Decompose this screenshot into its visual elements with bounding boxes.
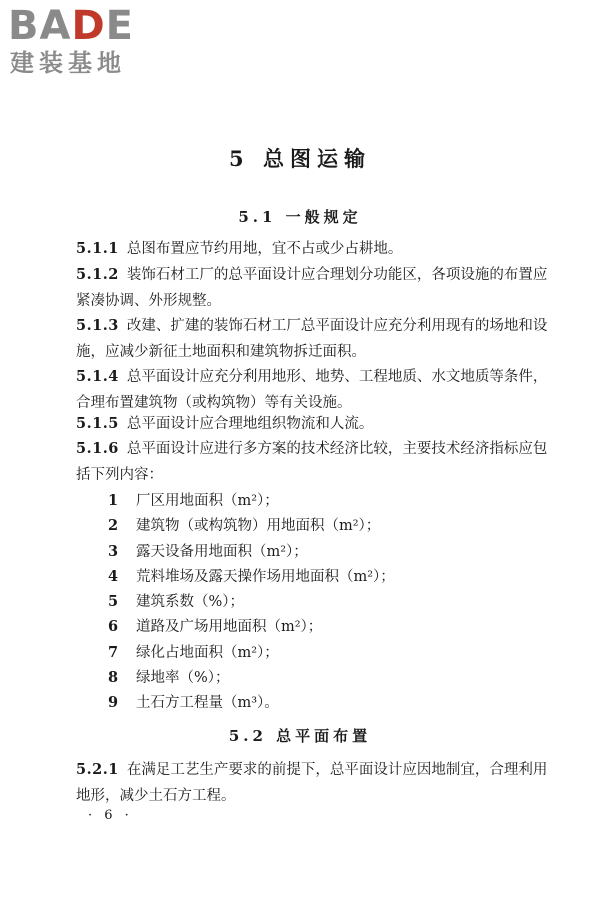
clause-text: 总平面设计应合理地组织物流和人流。: [126, 416, 374, 432]
chapter-title: 5 总图运输: [229, 146, 371, 171]
list-item-number: 7: [108, 643, 119, 661]
list-item-text: 道路及广场用地面积（m²）；: [136, 619, 323, 636]
logo-brand-accent: D: [71, 3, 106, 49]
list-item-text: 土石方工程量（m³）。: [136, 695, 279, 712]
list-item-number: 4: [108, 567, 119, 585]
list-item-number: 8: [108, 669, 119, 687]
list-item: [108, 589, 548, 614]
indicator-list: [108, 488, 548, 716]
list-item-number: 9: [108, 694, 119, 712]
clause-text: 在满足工艺生产要求的前提下，总平面设计应因地制宜，合理利用地形，减少土石方工程。: [76, 762, 548, 804]
clause-text: 装饰石材工厂的总平面设计应合理划分功能区，各项设施的布置应紧凑协调、外形规整。: [76, 267, 548, 309]
clause-text: 改建、扩建的装饰石材工厂总平面设计应充分利用现有的场地和设施，应减少新征土地面积和建筑物拆迁面积。: [76, 318, 548, 360]
list-item-text: 绿地率（%）；: [136, 670, 230, 687]
list-item-number: 6: [108, 618, 119, 636]
list-item-number: 2: [108, 517, 119, 535]
clause-number: 5.1.5: [76, 415, 119, 432]
logo-subtitle: 建装基地: [10, 49, 126, 77]
list-item: [108, 640, 548, 665]
clause-text: 总图布置应节约用地，宜不占或少占耕地。: [126, 241, 403, 257]
clause-number: 5.1.2: [76, 266, 119, 283]
section-title-5-2: 5.2 总平面布置: [228, 727, 372, 745]
list-item: [108, 513, 548, 538]
list-item-number: 1: [108, 492, 119, 509]
list-item-number: 3: [108, 542, 119, 560]
list-item-text: 荒料堆场及露天操作场用地面积（m²）；: [136, 568, 395, 585]
list-item-text: 绿化占地面积（m²）；: [136, 644, 279, 661]
page-number: · 6 ·: [88, 808, 133, 823]
list-item-text: 厂区用地面积（m²）；: [136, 493, 279, 509]
clause-number: 5.1.3: [76, 317, 119, 334]
clause-text: 总平面设计应充分利用地形、地势、工程地质、水文地质等条件，合理布置建筑物（或构筑物）等有关设施。: [76, 369, 548, 411]
clause-text: 总平面设计应进行多方案的技术经济比较，主要技术经济指标应包括下列内容：: [76, 441, 548, 483]
clause-number: 5.1.1: [76, 240, 119, 257]
list-item: [108, 614, 548, 639]
list-item-text: 建筑物（或构筑物）用地面积（m²）；: [136, 518, 381, 535]
list-item: [108, 665, 548, 690]
list-item-text: 露天设备用地面积（m²）；: [136, 543, 308, 560]
list-item: [108, 539, 548, 564]
list-item-text: 建筑系数（%）；: [136, 594, 245, 611]
clause-5-1-2: [76, 262, 556, 314]
list-item: [108, 690, 548, 715]
clause-5-1-6: [76, 436, 556, 488]
logo: [8, 4, 178, 78]
clause-number: 5.2.1: [76, 761, 119, 778]
clause-5-1-5: [76, 411, 556, 438]
section-title-5-1: 5.1 一般规定: [238, 208, 362, 226]
clause-5-1-1: [76, 236, 556, 263]
clause-5-1-3: [76, 313, 556, 365]
clause-number: 5.1.4: [76, 368, 119, 385]
clause-5-2-1: [76, 757, 556, 809]
logo-brand: BADE: [8, 3, 134, 49]
clause-5-1-4: [76, 364, 556, 416]
list-item: [108, 488, 548, 513]
clause-number: 5.1.6: [76, 440, 119, 457]
list-item-number: 5: [108, 593, 119, 611]
list-item: [108, 564, 548, 589]
